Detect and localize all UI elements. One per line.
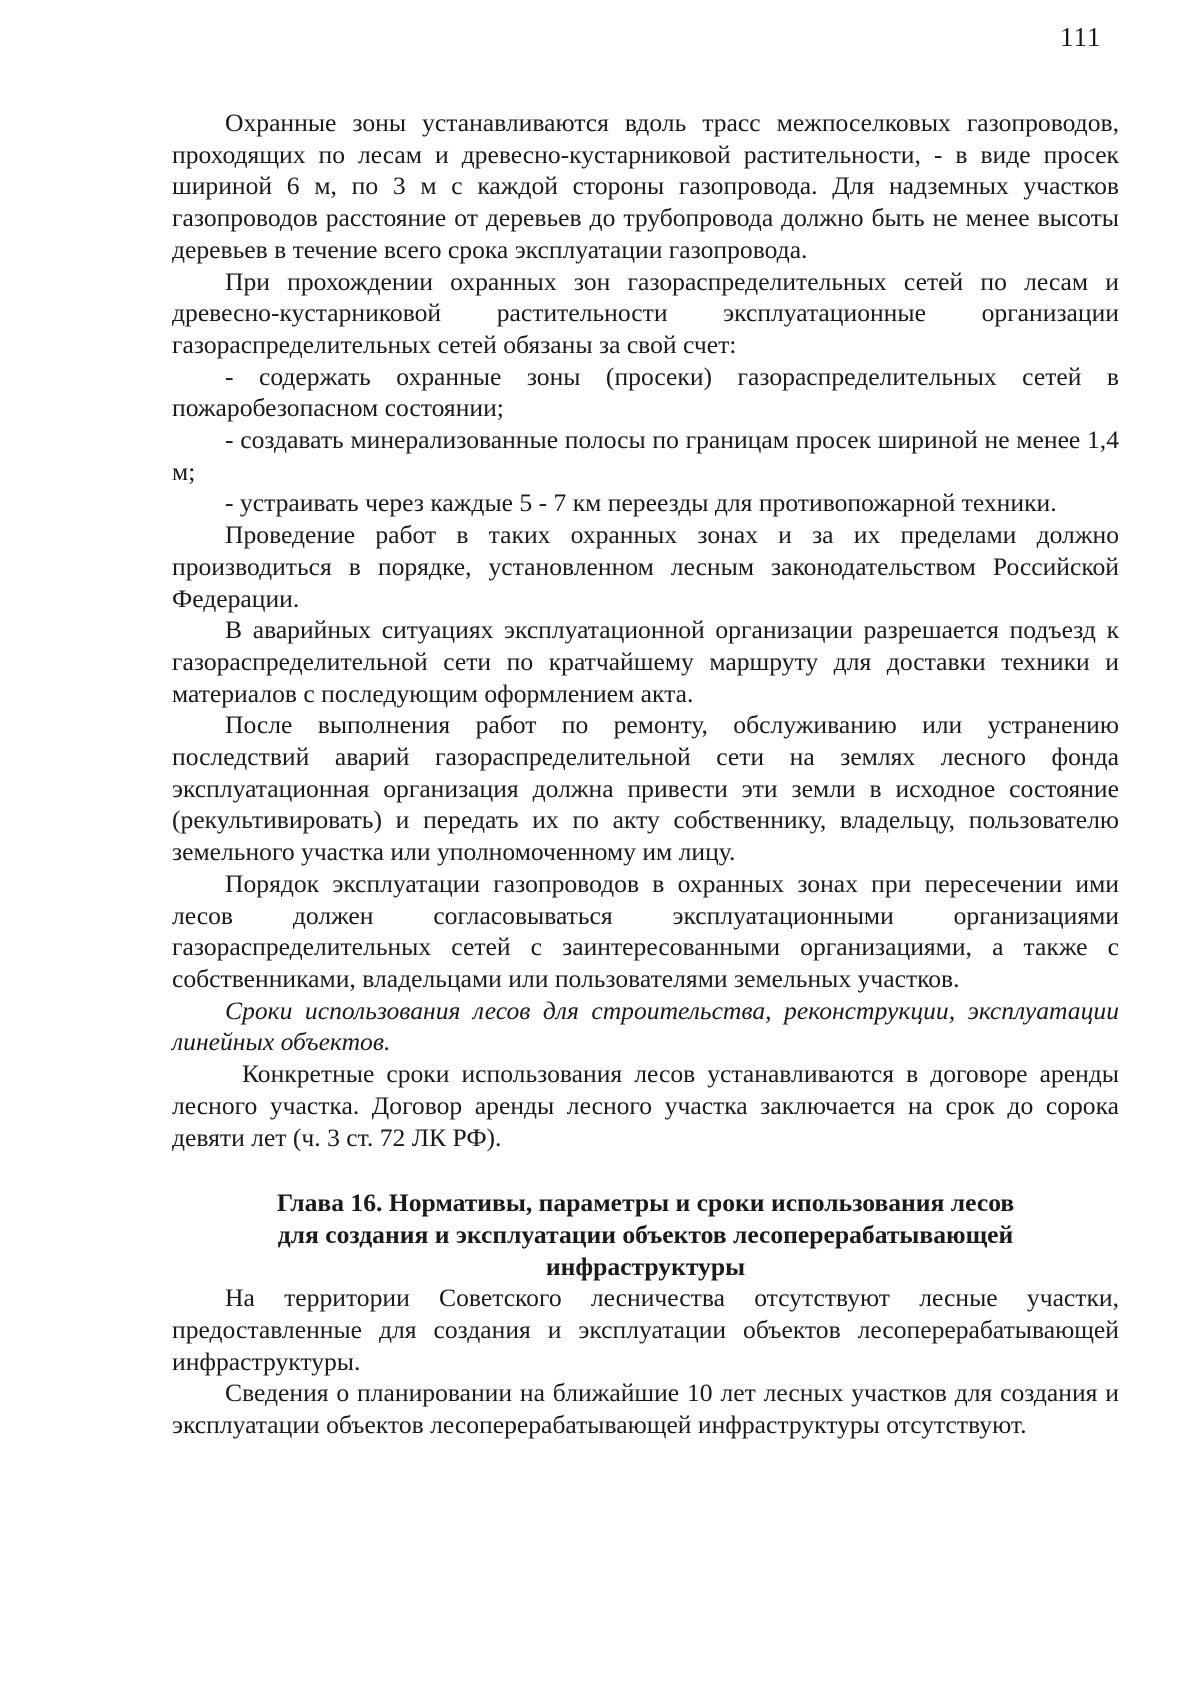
chapter-heading-line-2: для создания и эксплуатации объектов лесоперерабатывающей [277, 1219, 1014, 1249]
paragraph-coordination: Порядок эксплуатации газопроводов в охранных зонах при пересечении ими лесов должен согласовываться эксплуатационными организациями газораспределительных сетей с заинтересованными организациями, а также с собственниками, владельцами или пользователями земельных участков. [172, 868, 1119, 993]
paragraph-emergency-access: В аварийных ситуациях эксплуатационной организации разрешается подъезд к газораспределительной сети по кратчайшему маршруту для доставки техники и материалов с последующим оформлением акта. [172, 615, 1119, 708]
paragraph-lease-terms: Конкретные сроки использования лесов устанавливаются в договоре аренды лесного участка. Договор аренды лесного участка заключается на срок до сорока девяти лет (ч. 3 ст. 72 ЛК РФ). [172, 1059, 1119, 1152]
list-item-maintain-zones: - содержать охранные зоны (просеки) газораспределительных сетей в пожаробезопасном состоянии; [172, 361, 1119, 423]
chapter-heading [172, 1187, 1119, 1282]
chapter-heading-line-1: Глава 16. Нормативы, параметры и сроки использования лесов [276, 1188, 1015, 1218]
italic-subheading: Сроки использования лесов для строительства, реконструкции, эксплуатации линейных объектов. [172, 995, 1119, 1057]
paragraph-work-procedure: Проведение работ в таких охранных зонах и за их пределами должно производиться в порядке, установленном лесным законодательством Российской Федерации. [172, 520, 1119, 613]
paragraph-protection-zones: Охранные зоны устанавливаются вдоль трасс межпоселковых газопроводов, проходящих по лесам и древесно-кустарниковой растительности, - в виде просек шириной 6 м, по 3 м с каждой стороны газопровода. Для надземных участков газопроводов расстояние от деревьев до трубопровода должно быть не менее высоты деревьев в течение всего срока эксплуатации газопровода. [172, 108, 1119, 264]
paragraph-operator-obligations: При прохождении охранных зон газораспределительных сетей по лесам и древесно-кустарниковой растительности эксплуатационные организации газораспределительных сетей обязаны за свой счет: [172, 266, 1119, 359]
list-item-fire-crossings: - устраивать через каждые 5 - 7 км переезды для противопожарной техники. [225, 488, 1057, 518]
chapter-heading-line-3: инфраструктуры [545, 1251, 746, 1281]
list-item-mineralized-strips: - создавать минерализованные полосы по границам просек шириной не менее 1,4 м; [172, 425, 1119, 486]
paragraph-no-planning: Сведения о планировании на ближайшие 10 лет лесных участков для создания и эксплуатации объектов лесоперерабатывающей инфраструктуры отсутствуют. [172, 1378, 1119, 1440]
paragraph-restoration: После выполнения работ по ремонту, обслуживанию или устранению последствий аварий газораспределительной сети на землях лесного фонда эксплуатационная организация должна привести эти земли в исходное состояние (рекультивировать) и передать их по акту собственнику, владельцу, пользователю земельного участка или уполномоченному им лицу. [172, 710, 1119, 867]
section-spacer [172, 1153, 1119, 1187]
paragraph-no-plots: На территории Советского лесничества отсутствуют лесные участки, предоставленные для создания и эксплуатации объектов лесоперерабатывающей инфраструктуры. [172, 1283, 1119, 1376]
page-number: 111 [1060, 22, 1102, 52]
document-body [172, 107, 1119, 1441]
